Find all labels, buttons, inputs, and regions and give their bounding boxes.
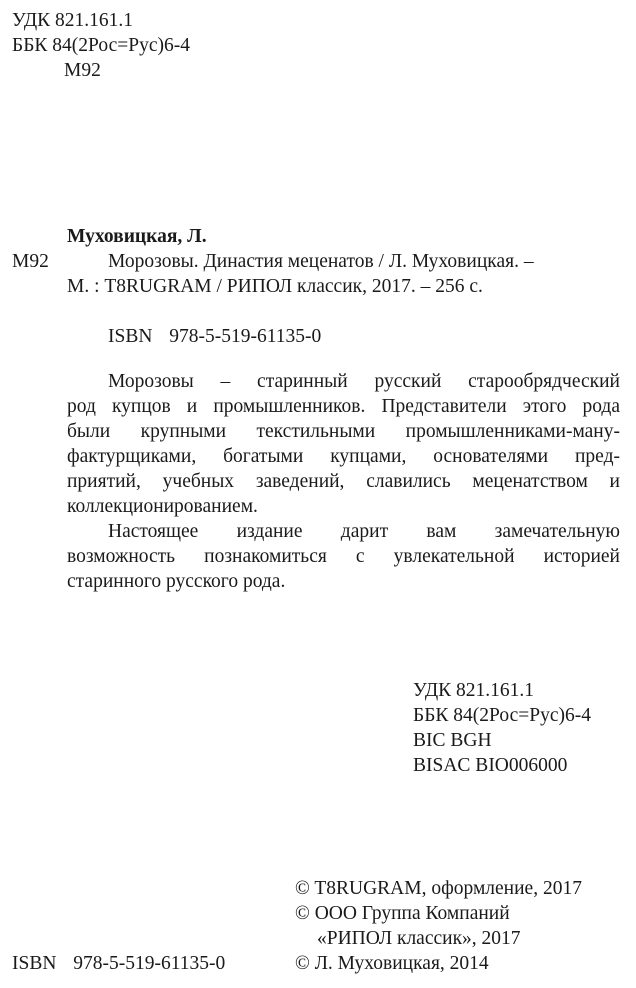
annotation-p1-line: приятий, учебных заведений, славились меценатством и xyxy=(67,471,620,492)
copyright-line: «РИПОЛ классик», 2017 xyxy=(317,928,521,949)
footer-isbn: ISBN 978-5-519-61135-0 xyxy=(12,953,226,974)
annotation-p2-line: старинного русского рода. xyxy=(67,571,286,592)
catalog-author-mark: М92 xyxy=(12,251,49,272)
copyright-block xyxy=(295,876,582,976)
catalog-title-line: Морозовы. Династия меценатов / Л. Муховицкая. – xyxy=(108,251,534,272)
annotation xyxy=(67,369,620,594)
annotation-p1-line: были крупными текстильными промышленниками-ману- xyxy=(67,421,620,442)
header-classification-codes xyxy=(12,8,190,83)
catalog-isbn: ISBN 978-5-519-61135-0 xyxy=(108,326,322,347)
catalog-imprint-line: М. : T8RUGRAM / РИПОЛ классик, 2017. – 256 с. xyxy=(67,276,483,297)
copyright-line: © ООО Группа Компаний xyxy=(295,903,510,924)
annotation-p1-line: коллекционированием. xyxy=(67,496,258,517)
classification-bic: BIC BGH xyxy=(413,730,492,751)
copyright-line: © T8RUGRAM, оформление, 2017 xyxy=(295,878,582,899)
catalog-author: Муховицкая, Л. xyxy=(67,226,207,247)
classification-udk: УДК 821.161.1 xyxy=(413,680,535,701)
annotation-p1-line: Морозовы – старинный русский старообрядческий xyxy=(108,371,620,392)
annotation-p2-line: возможность познакомиться с увлекательной историей xyxy=(67,546,620,567)
header-author-mark: М92 xyxy=(64,60,101,81)
copyright-line: © Л. Муховицкая, 2014 xyxy=(295,953,489,974)
classification-bisac: BISAC BIO006000 xyxy=(413,755,568,776)
classification-codes xyxy=(413,678,591,778)
annotation-p1-line: фактурщиками, богатыми купцами, основателями пред- xyxy=(67,446,620,467)
header-udk: УДК 821.161.1 xyxy=(12,10,134,31)
classification-bbk: ББК 84(2Рос=Рус)6-4 xyxy=(413,705,592,726)
annotation-p1-line: род купцов и промышленников. Представители этого рода xyxy=(67,396,620,417)
annotation-p2-line: Настоящее издание дарит вам замечательную xyxy=(108,521,620,542)
header-bbk: ББК 84(2Рос=Рус)6-4 xyxy=(12,35,191,56)
